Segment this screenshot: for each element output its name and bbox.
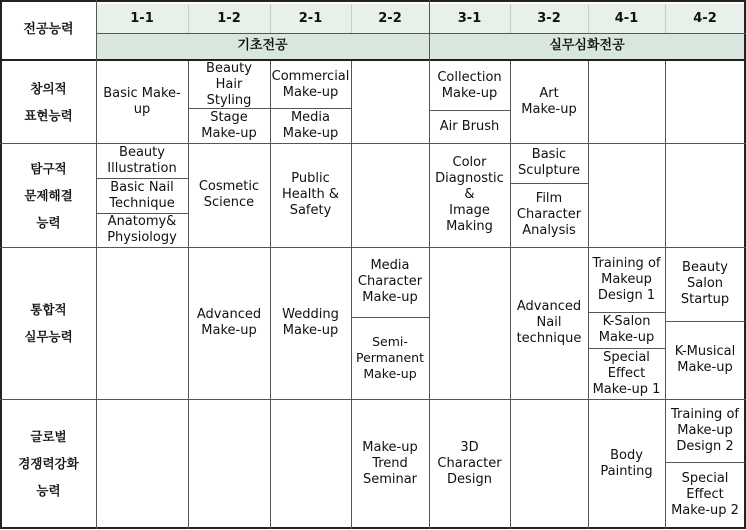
grid-line (510, 61, 511, 529)
semester-1-2 (188, 4, 270, 33)
grid-line (351, 61, 352, 529)
grid-line (665, 462, 745, 463)
course-cell: Color Diagnostic & Image Making (435, 155, 504, 234)
course-cell: Media Character Make-up (357, 258, 423, 305)
row-label-creative-expression: 창의적 표현능력 (24, 81, 73, 123)
course-cell: Advanced Make-up (196, 307, 262, 338)
course-cell: Basic Sculpture (518, 147, 580, 178)
course-cell: Make-up Trend Seminar (362, 439, 418, 487)
course-cell: Beauty Illustration (107, 144, 177, 176)
grid-line (0, 59, 746, 61)
header-corner (1, 1, 96, 59)
semester-4-2 (665, 4, 745, 33)
course-cell: 3D Character Design (437, 439, 502, 487)
semester-2-2 (351, 4, 429, 33)
semester-label: 4-2 (693, 10, 717, 26)
grid-line (588, 348, 665, 349)
semester-label: 3-1 (457, 10, 482, 26)
course-cell: Advanced Nail technique (516, 299, 582, 346)
grid-line (588, 312, 665, 313)
header-corner-label: 전공능력 (23, 22, 74, 37)
course-cell: Wedding Make-up (282, 307, 339, 338)
course-cell: Semi- Permanent Make-up (356, 334, 424, 381)
course-cell: Media Make-up (282, 109, 339, 141)
grid-line (270, 61, 271, 529)
course-cell: Basic Make- up (103, 86, 181, 117)
course-cell: Public Health & Safety (282, 171, 339, 218)
semester-label: 2-2 (378, 10, 402, 26)
group-label: 기초전공 (237, 38, 288, 53)
course-cell: K-Salon Make-up (598, 314, 655, 345)
grid-line (665, 4, 666, 33)
grid-line (510, 4, 511, 33)
semester-label: 3-2 (537, 10, 561, 26)
grid-line (96, 213, 188, 214)
course-cell: Air Brush (439, 118, 500, 134)
semester-3-1 (429, 4, 510, 33)
grid-line (0, 143, 746, 144)
row-label-practical-competence: 통합적 실무능력 (24, 302, 73, 344)
group-basic-major (96, 33, 429, 59)
table-border (0, 0, 2, 529)
grid-line (665, 61, 666, 529)
course-cell: Special Effect Make-up 2 (671, 471, 739, 518)
grid-line (351, 4, 352, 33)
table-border (0, 527, 746, 529)
semester-label: 2-1 (298, 10, 323, 26)
grid-line (188, 108, 351, 109)
semester-label: 4-1 (614, 10, 639, 26)
row-label-global-competitiveness: 글로벌 경쟁력강화 능력 (18, 429, 79, 498)
course-cell: Beauty Salon Startup (680, 260, 730, 307)
course-cell: Anatomy& Physiology (107, 214, 177, 245)
course-cell: Training of Makeup Design 1 (592, 255, 661, 303)
course-cell: Basic Nail Technique (109, 179, 175, 211)
course-cell: Body Painting (600, 447, 653, 479)
course-cell: Special Effect Make-up 1 (592, 349, 661, 397)
row-label-problem-solving: 탐구적 문제해결 능력 (24, 160, 73, 230)
semester-label: 1-2 (217, 10, 241, 26)
course-cell: Commercial Make-up (271, 68, 350, 100)
grid-line (588, 61, 589, 529)
course-cell: K-Musical Make-up (674, 344, 736, 375)
semester-3-2 (510, 4, 588, 33)
course-cell: Art Make-up (521, 86, 577, 117)
semester-2-1 (270, 4, 351, 33)
table-border (0, 0, 746, 2)
grid-line (188, 61, 189, 529)
grid-line (96, 33, 746, 34)
semester-1-1 (96, 4, 188, 33)
grid-line (588, 4, 589, 33)
course-cell: Cosmetic Science (198, 179, 260, 210)
group-advanced-major (429, 33, 745, 59)
course-cell: Training of Make-up Design 2 (671, 406, 739, 454)
course-cell: Stage Make-up (201, 109, 257, 141)
grid-line (270, 4, 271, 33)
grid-line (188, 4, 189, 33)
semester-label: 1-1 (130, 10, 154, 26)
grid-line (351, 317, 429, 318)
course-cell: Collection Make-up (437, 69, 502, 101)
grid-line (96, 178, 188, 179)
semester-4-1 (588, 4, 665, 33)
grid-line (96, 0, 97, 529)
course-cell: Film Character Analysis (516, 191, 582, 238)
group-label: 실무심화전공 (549, 38, 625, 53)
grid-line (510, 183, 588, 184)
grid-line (0, 247, 746, 248)
grid-line (429, 110, 510, 111)
course-cell: Beauty Hair Styling (206, 60, 252, 108)
grid-line (0, 399, 746, 400)
grid-line (665, 321, 745, 322)
grid-line (429, 0, 430, 529)
